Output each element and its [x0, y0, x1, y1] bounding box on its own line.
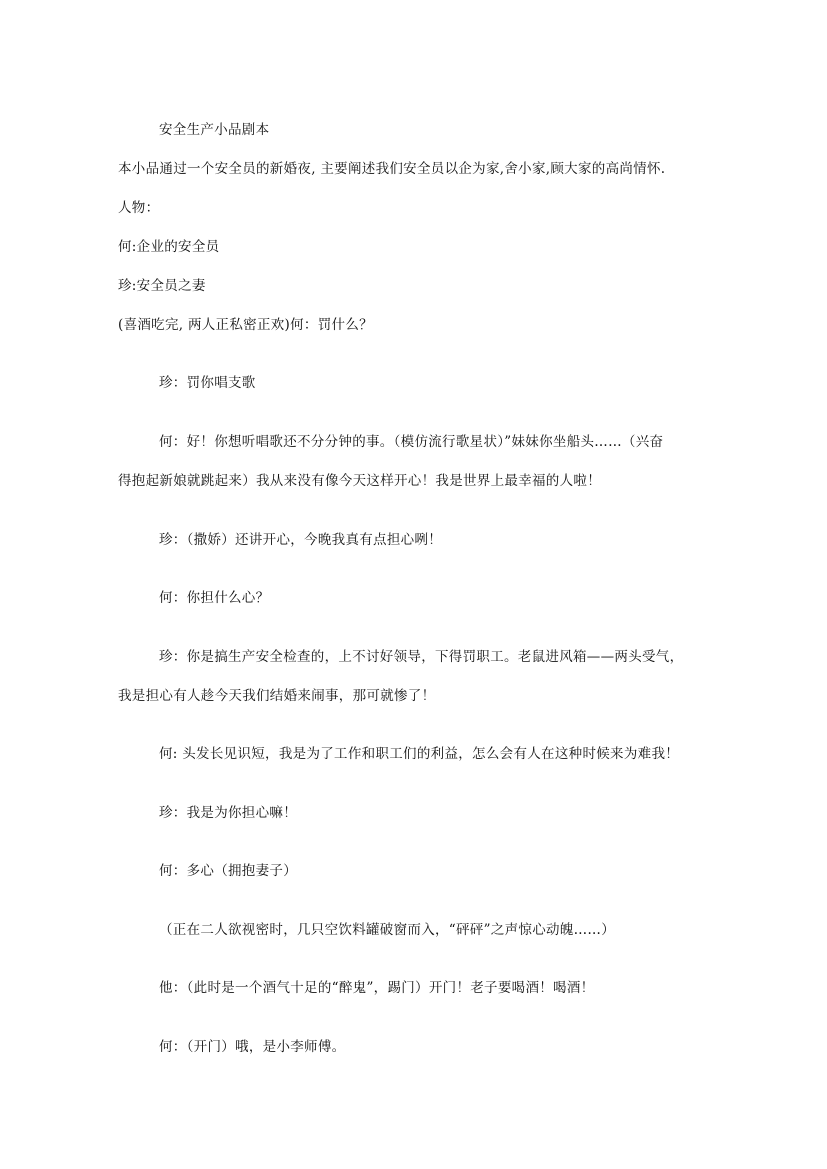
dialogue-line: 何：多心（拥抱妻子） [159, 863, 297, 879]
dialogue-line: 何: 头发长见识短，我是为了工作和职工们的利益，怎么会有人在这种时候来为难我！ [159, 746, 680, 762]
dialogue-line: 他：（此时是一个酒气十足的“醉鬼”，踢门）开门！老子要喝酒！喝酒！ [159, 980, 595, 996]
cast-item: 何:企业的安全员 [118, 239, 220, 255]
dialogue-line: 珍：（撒娇）还讲开心，今晚我真有点担心咧！ [159, 532, 443, 548]
cast-heading: 人物： [118, 200, 160, 216]
dialogue-line: 何：你担什么心？ [159, 590, 270, 606]
dialogue-line: 珍：你是搞生产安全检查的，上不讨好领导，下得罚职工。老鼠进风箱——两头受气， [159, 649, 684, 665]
stage-direction: （正在二人欲视密时，几只空饮料罐破窗而入，“砰砰”之声惊心动魄……） [159, 922, 616, 938]
cast-item: 珍:安全员之妻 [118, 278, 206, 294]
intro-paragraph: 本小品通过一个安全员的新婚夜, 主要阐述我们安全员以企为家,舍小家,顾大家的高尚情怀. [118, 161, 666, 177]
document-title: 安全生产小品剧本 [159, 122, 270, 138]
dialogue-line: 我是担心有人趁今天我们结婚来闹事，那可就惨了！ [118, 688, 436, 704]
dialogue-line: 珍：我是为你担心嘛！ [159, 805, 297, 821]
stage-direction-open: (喜酒吃完, 两人正私密正欢)何：罚什么？ [118, 317, 373, 333]
dialogue-line: 何：好！你想听唱歌还不分分钟的事。（模仿流行歌星状）”妹妹你坐船头……（兴奋 [159, 434, 664, 450]
dialogue-line: 珍：罚你唱支歌 [159, 375, 256, 391]
dialogue-line: 得抱起新娘就跳起来）我从来没有像今天这样开心！我是世界上最幸福的人啦！ [118, 473, 601, 489]
dialogue-line: 何：（开门）哦，是小李师傅。 [159, 1039, 346, 1055]
